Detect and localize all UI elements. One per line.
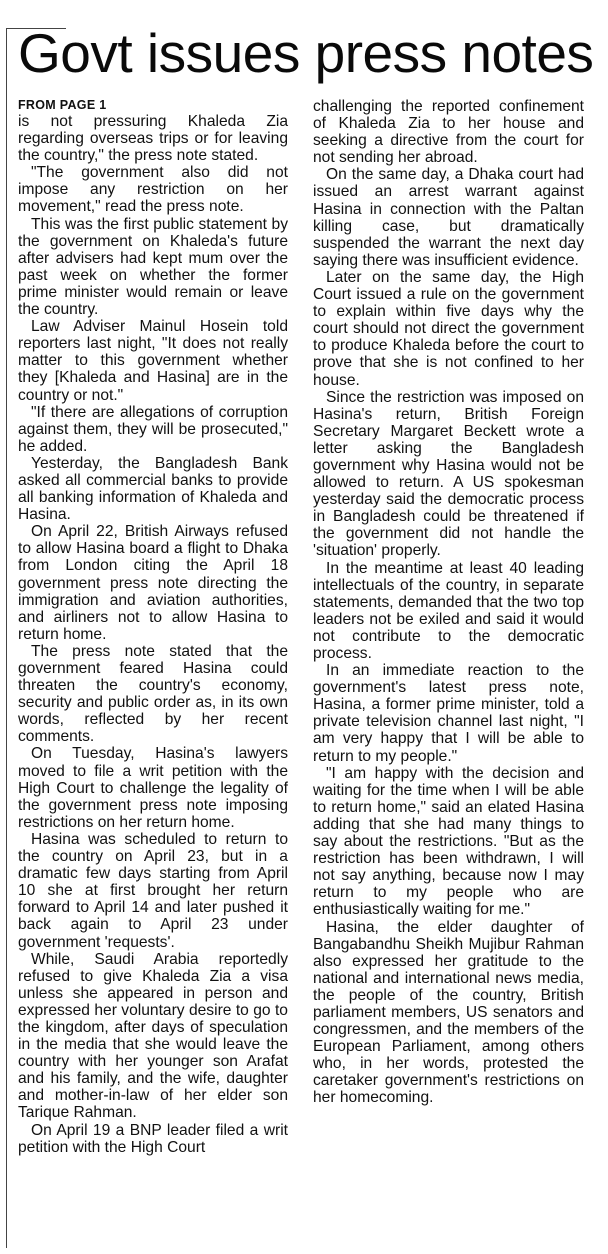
paragraph: In an immediate reaction to the government's latest press note, Hasina, a former prime minister, told a private television channel last night, "I am very happy that I will be able to return to my people." <box>313 662 584 765</box>
paragraph: Law Adviser Mainul Hosein told reporters last night, "It does not really matter to this government whether they [Khaleda and Hasina] are in the country or not." <box>18 318 288 404</box>
paragraph: Yesterday, the Bangladesh Bank asked all commercial banks to provide all banking information of Khaleda and Hasina. <box>18 454 288 524</box>
paragraph: On April 19 a BNP leader filed a writ petition with the High Court <box>18 1121 288 1156</box>
paragraph: challenging the reported confinement of Khaleda Zia to her house and seeking a directive from the court for not sending her abroad. <box>313 98 584 167</box>
right-column <box>313 98 584 1107</box>
paragraph: is not pressuring Khaleda Zia regarding overseas trips or for leaving the country," the press note stated. <box>18 113 288 165</box>
paragraph: Hasina, the elder daughter of Bangabandhu Sheikh Mujibur Rahman also expressed her gratitude to the national and international news media, the people of the country, British parliament members, US senators and congressmen, and the members of the European Parliament, among others who, in her words, protested the caretaker government's restrictions on her homecoming. <box>313 918 584 1107</box>
clipping-border-left <box>6 28 7 1248</box>
paragraph: While, Saudi Arabia reportedly refused to give Khaleda Zia a visa unless she appeared in person and expressed her voluntary desire to go to the kingdom, after days of speculation in the media that she would leave the country with her younger son Arafat and his family, and the wife, daughter and mother-in-law of her elder son Tarique Rahman. <box>18 950 288 1122</box>
paragraph: Hasina was scheduled to return to the country on April 23, but in a dramatic few days starting from April 10 she at first brought her return forward to April 14 and later pushed it back again to April 23 under government 'requests'. <box>18 830 288 951</box>
paragraph: "If there are allegations of corruption against them, they will be prosecuted," he added. <box>18 403 288 455</box>
paragraph: In the meantime at least 40 leading intellectuals of the country, in separate statements, demanded that the two top leaders not be exiled and said it would not contribute to the democratic process. <box>313 559 584 662</box>
jump-label: FROM PAGE 1 <box>18 98 107 112</box>
paragraph: On the same day, a Dhaka court had issued an arrest warrant against Hasina in connection with the Paltan killing case, but dramatically suspended the warrant the next day saying there was insufficient evidence. <box>313 166 584 269</box>
paragraph: "The government also did not impose any restriction on her movement," read the press note. <box>18 164 288 216</box>
paragraph: This was the first public statement by the government on Khaleda's future after advisers had kept mum over the past week on whether the former prime minister would remain or leave the country. <box>18 215 288 319</box>
paragraph: On April 22, British Airways refused to allow Hasina board a flight to Dhaka from London citing the April 18 government press note directing the immigration and aviation authorities, and airliners not to allow Hasina to return home. <box>18 523 288 643</box>
paragraph: Since the restriction was imposed on Hasina's return, British Foreign Secretary Margaret Beckett wrote a letter asking the Bangladesh government why Hasina would not be allowed to return. A US spokesman yesterday said the democratic process in Bangladesh could be threatened if the government did not handle the 'situation' properly. <box>313 388 584 560</box>
headline: Govt issues press notes <box>18 22 594 84</box>
paragraph: "I am happy with the decision and waiting for the time when I will be able to return home," said an elated Hasina adding that she had many things to say about the restrictions. "But as the restriction has been withdrawn, I will not say anything, because now I may return to my people who are enthusiastically waiting for me." <box>313 764 584 919</box>
paragraph: Later on the same day, the High Court issued a rule on the government to explain within five days why the court should not direct the government to produce Khaleda before the court to prove that she is not confined to her house. <box>313 268 584 389</box>
paragraph: The press note stated that the government feared Hasina could threaten the country's economy, security and public order as, in its own words, reflected by her recent comments. <box>18 642 288 746</box>
left-column <box>18 98 288 1156</box>
paragraph: On Tuesday, Hasina's lawyers moved to file a writ petition with the High Court to challenge the legality of the government press note imposing restrictions on her return home. <box>18 745 288 831</box>
